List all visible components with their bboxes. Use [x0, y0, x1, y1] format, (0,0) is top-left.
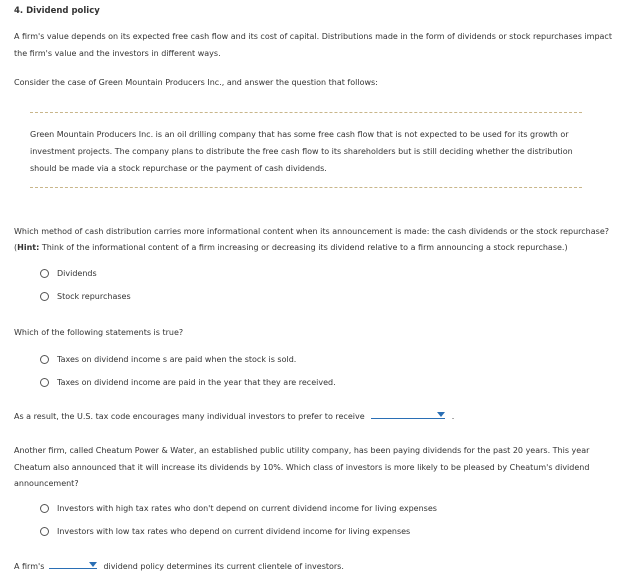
q2-text: Which of the following statements is true?	[14, 328, 184, 337]
option-label: Dividends	[57, 268, 97, 278]
option-label: Taxes on dividend income are paid in the year that they are received.	[57, 377, 336, 387]
radio-button[interactable]	[40, 292, 49, 301]
radio-button[interactable]	[40, 269, 49, 278]
q4-line-3: announcement?	[14, 479, 79, 488]
intro-line-2: the firm's value and the investors in different ways.	[14, 49, 221, 58]
chevron-down-icon	[437, 412, 445, 417]
option-label: Investors with low tax rates who depend on current dividend income for living expenses	[57, 526, 411, 536]
radio-button[interactable]	[40, 527, 49, 536]
radio-button[interactable]	[40, 355, 49, 364]
q4-option-2[interactable]	[40, 524, 410, 538]
q1-hint	[14, 239, 617, 256]
q2-option-1[interactable]	[40, 352, 296, 366]
q4-line-2: Cheatum also announced that it will increase its dividends by 10%. Which class of investors is more likely to be pleased by Cheatum's dividend	[14, 463, 590, 472]
q5-dropdown[interactable]	[49, 559, 97, 569]
q3-after-text: .	[451, 412, 455, 421]
q4-option-1[interactable]	[40, 501, 437, 515]
q3-dropdown[interactable]	[371, 409, 445, 419]
intro-line-1: A firm's value depends on its expected free cash flow and its cost of capital. Distributions made in the form of dividends or stock repurchases impact	[14, 32, 612, 41]
radio-button[interactable]	[40, 378, 49, 387]
option-label: Investors with high tax rates who don't depend on current dividend income for living expenses	[57, 503, 437, 513]
case-line-3: should be made via a stock repurchase or the payment of cash dividends.	[30, 164, 327, 173]
option-label: Stock repurchases	[57, 291, 131, 301]
case-line-2: investment projects. The company plans to distribute the free cash flow to its shareholders but is still deciding whether the distribution	[30, 147, 573, 156]
q5-before-text: A firm's	[14, 562, 45, 571]
case-bottom-divider	[30, 187, 582, 188]
option-label: Taxes on dividend income s are paid when the stock is sold.	[57, 354, 297, 364]
question-title: 4. Dividend policy	[14, 6, 100, 16]
hint-label: Hint:	[17, 243, 40, 252]
radio-button[interactable]	[40, 504, 49, 513]
q3-sentence	[14, 408, 617, 425]
q1-option-stock-repurchases[interactable]	[40, 289, 131, 303]
q1-option-dividends[interactable]	[40, 266, 97, 280]
q1-hint-text: Think of the informational content of a firm increasing or decreasing its dividend relative to a firm announcing a stock repurchase.)	[39, 243, 568, 252]
q1-text: Which method of cash distribution carries more informational content when its announcement is made: the cash dividends or the stock repurchase?	[14, 227, 609, 236]
q3-before-text: As a result, the U.S. tax code encourages many individual investors to prefer to receive	[14, 412, 365, 421]
q5-after-text: dividend policy determines its current clientele of investors.	[103, 562, 344, 571]
chevron-down-icon	[89, 562, 97, 567]
consider-text: Consider the case of Green Mountain Producers Inc., and answer the question that follows:	[14, 78, 378, 87]
q4-line-1: Another firm, called Cheatum Power & Water, an established public utility company, has been paying dividends for the past 20 years. This year	[14, 446, 590, 455]
case-top-divider	[30, 112, 582, 113]
q5-sentence	[14, 558, 617, 575]
q2-option-2[interactable]	[40, 375, 336, 389]
q1-hint-open: (	[14, 243, 18, 252]
case-line-1: Green Mountain Producers Inc. is an oil drilling company that has some free cash flow that is not expected to be used for its growth or	[30, 130, 569, 139]
